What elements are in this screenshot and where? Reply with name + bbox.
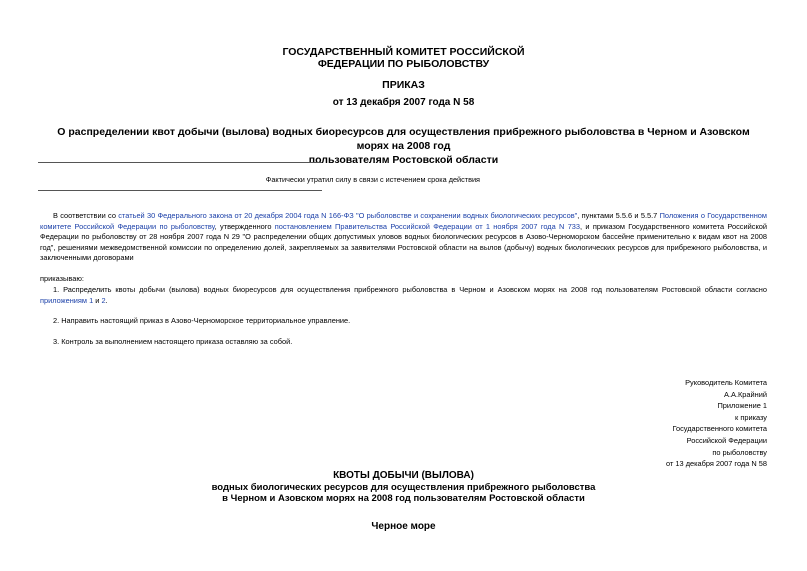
- appendix-ref-line2: к приказу: [735, 412, 767, 422]
- divider-top: [38, 162, 322, 163]
- quotas-subtitle-line1: водных биологических ресурсов для осуществления прибрежного рыболовства: [211, 482, 596, 493]
- appendix-ref-line4: Российской Федерации: [686, 435, 767, 445]
- regulation-link[interactable]: Положения о Государственном комитете Российской Федерации по рыболовству: [40, 211, 767, 231]
- order-item-2: 2. Направить настоящий приказ в Азово-Черноморское территориальное управление.: [53, 316, 351, 325]
- divider-bottom: [38, 190, 322, 191]
- quotas-subtitle: [0, 482, 807, 504]
- order-item-1-and: и: [93, 295, 102, 305]
- doc-type: ПРИКАЗ: [382, 79, 425, 91]
- order-item-1-text: 1. Распределить квоты добычи (вылова) водных биоресурсов для осуществления прибрежного рыболовства в Черном и Азовском морях на 2008 год пользователям Ростовской области согласно: [53, 285, 767, 294]
- order-intro: приказываю:: [40, 274, 84, 283]
- order-item-3: 3. Контроль за выполнением настоящего приказа оставляю за собой.: [53, 337, 293, 346]
- appendix-ref-line1: Приложение 1: [717, 401, 767, 411]
- status-note: [40, 175, 480, 185]
- order-item-1-end: .: [105, 295, 108, 305]
- doc-title: [40, 125, 767, 167]
- quotas-subtitle-line2: в Черном и Азовском морях на 2008 год пользователям Ростовской области: [222, 493, 585, 504]
- signature-and-appendix-ref: [527, 377, 767, 470]
- doc-date-number: от 13 декабря 2007 года N 58: [332, 97, 475, 108]
- preamble-text-3: , утвержденного: [214, 221, 275, 231]
- preamble-text-5: договорами: [93, 253, 134, 263]
- signatory-name: А.А.Крайний: [724, 389, 767, 399]
- law-link[interactable]: статьей 30 Федерального закона от 20 декабря 2004 года N 166-ФЗ "О рыболовстве и сохранении водных биологических ресурсов": [118, 211, 578, 220]
- preamble-text-1: В соответствии со: [53, 211, 119, 220]
- org-name: [0, 46, 807, 70]
- org-name-line1: ГОСУДАРСТВЕННЫЙ КОМИТЕТ РОССИЙСКОЙ: [282, 46, 525, 58]
- appendix-2-link[interactable]: 2: [101, 295, 106, 305]
- preamble-text-4: , и приказом Государственного комитета Российской Федерации по рыболовству от 28 ноября 2007 года N 29 "О распределении общих допустимых уловов водных биологических ресурсов в Азово-Черноморском бассейне применительно к видам квот на 2008 год", решениями межведомственной комиссии по определению долей, закрепляемых за заявителями Ростовской области на вылов (добычу) водных биологических ресурсов для прибрежного рыболовства, и заключенными: [40, 221, 768, 263]
- org-name-line2: ФЕДЕРАЦИИ ПО РЫБОЛОВСТВУ: [317, 58, 490, 70]
- resolution-link[interactable]: постановлением Правительства Российской Федерации от 1 ноября 2007 года N 733: [274, 221, 581, 231]
- quotas-title: КВОТЫ ДОБЫЧИ (ВЫЛОВА): [333, 470, 474, 481]
- appendix-ref-line5: по рыболовству: [712, 447, 767, 457]
- doc-title-line1: О распределении квот добычи (вылова) водных биоресурсов для осуществления прибрежного рыболовства в Черном и Азовском морях на 2008 год: [57, 126, 750, 152]
- appendix-1-link[interactable]: приложениям 1: [40, 295, 94, 305]
- section-heading: Черное море: [371, 521, 436, 532]
- signatory-position: Руководитель Комитета: [685, 378, 767, 387]
- order-item-1: [40, 285, 767, 306]
- preamble-paragraph: [40, 211, 767, 264]
- appendix-ref-line6: от 13 декабря 2007 года N 58: [666, 459, 767, 469]
- status-note-line1: Фактически утратил силу в связи с истечением срока действия: [265, 175, 480, 184]
- appendix-ref-line3: Государственного комитета: [672, 424, 767, 434]
- doc-title-line2: пользователям Ростовской области: [308, 154, 499, 166]
- preamble-text-2: , пунктами 5.5.6 и 5.5.7: [577, 211, 660, 220]
